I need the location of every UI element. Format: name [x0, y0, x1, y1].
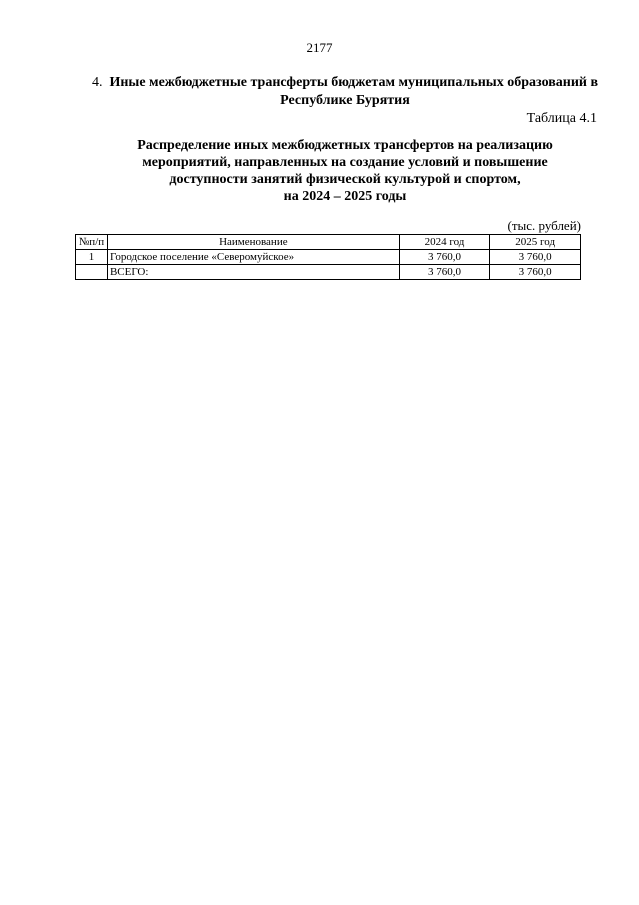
units-label: (тыс. рублей) — [507, 218, 581, 233]
page-number: 2177 — [306, 40, 333, 55]
header-num: №п/п — [76, 235, 108, 250]
header-year-2025: 2025 год — [490, 235, 581, 250]
table-header-row — [76, 235, 581, 250]
header-name: Наименование — [107, 235, 399, 250]
table-row — [76, 250, 581, 265]
table-row-total — [76, 265, 581, 280]
section-heading — [90, 74, 600, 110]
row-year-2024: 3 760,0 — [399, 250, 490, 265]
section-title: Иные межбюджетные трансферты бюджетам муниципальных образований в Республике Бурятия — [109, 75, 599, 108]
table-title-line: доступности занятий физической культурой и спортом, — [169, 172, 521, 187]
section-number: 4. — [91, 75, 103, 90]
row-year-2025: 3 760,0 — [490, 265, 581, 280]
row-name: ВСЕГО: — [107, 265, 399, 280]
table-label: Таблица 4.1 — [526, 111, 597, 126]
row-num — [76, 265, 108, 280]
row-year-2024: 3 760,0 — [399, 265, 490, 280]
table-title — [90, 137, 600, 205]
table-title-line: мероприятий, направленных на создание условий и повышение — [142, 155, 548, 170]
row-num: 1 — [76, 250, 108, 265]
table-title-line: на 2024 – 2025 годы — [283, 189, 407, 204]
distribution-table — [75, 234, 581, 280]
table-title-line: Распределение иных межбюджетных трансфертов на реализацию — [137, 138, 553, 153]
row-year-2025: 3 760,0 — [490, 250, 581, 265]
header-year-2024: 2024 год — [399, 235, 490, 250]
row-name: Городское поселение «Северомуйское» — [107, 250, 399, 265]
